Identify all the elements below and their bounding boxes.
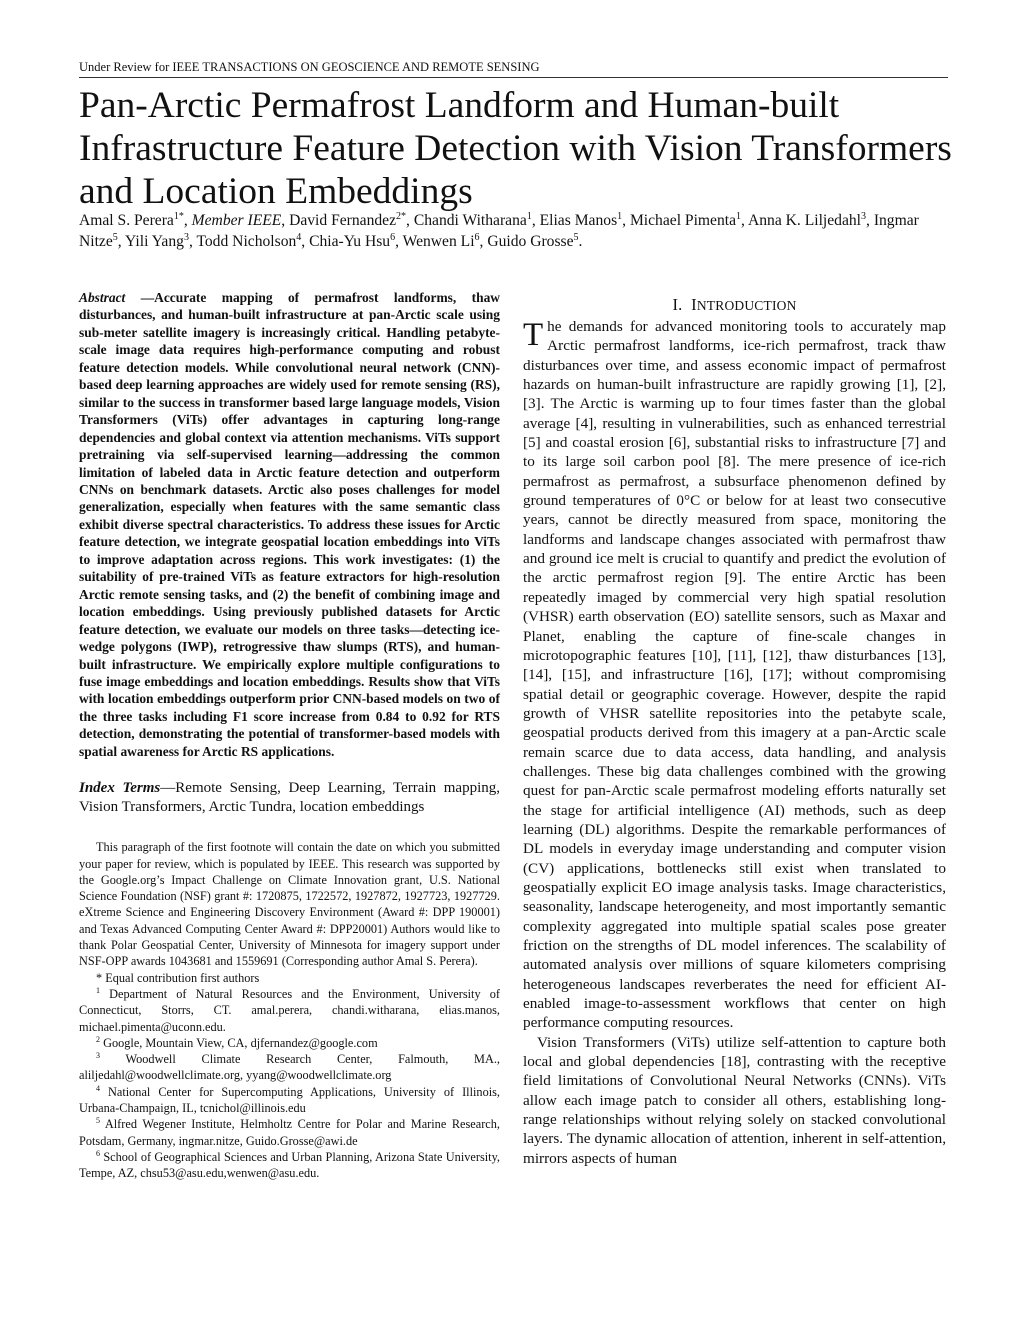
intro-paragraph-1: [523, 317, 946, 1033]
author-affiliation-mark: 1: [617, 210, 623, 222]
affiliation-number: 6: [96, 1148, 100, 1158]
affiliation-number: 4: [96, 1083, 100, 1093]
affiliation-text: Woodwell Climate Research Center, Falmouth, MA., aliljedahl@woodwellclimate.org, yyang@woodwellclimate.org: [79, 1052, 500, 1083]
affiliation-number: 5: [96, 1116, 100, 1126]
affiliation-text: Google, Mountain View, CA, djfernandez@google.com: [100, 1035, 378, 1050]
author-name: Chia-Yu Hsu: [309, 233, 391, 250]
footnote-equal-contribution: * Equal contribution first authors: [96, 970, 260, 985]
affiliation-footnote: [79, 1084, 500, 1117]
author: [403, 233, 480, 250]
author-name: Amal S. Perera: [79, 212, 174, 229]
affiliation-text: School of Geographical Sciences and Urban Planning, Arizona State University, Tempe, AZ, chsu53@asu.edu,wenwen@asu.edu.: [79, 1149, 500, 1181]
author: [630, 212, 741, 229]
author: [414, 212, 532, 229]
section-heading-rest: NTRODUCTION: [696, 298, 797, 313]
author-name: Wenwen Li: [402, 233, 475, 250]
right-column: [523, 295, 946, 1168]
author-affiliation-mark: 4: [296, 231, 302, 243]
author-affiliation-mark: 3: [183, 231, 189, 243]
running-head: Under Review for IEEE TRANSACTIONS ON GEOSCIENCE AND REMOTE SENSING: [79, 60, 948, 78]
author-affiliation-mark: 3: [861, 210, 867, 222]
author-affiliation-mark: 1*: [173, 210, 184, 222]
author: [196, 233, 301, 250]
author-name: Chandi Witharana: [413, 212, 527, 229]
left-column: [79, 289, 500, 1181]
author-affiliation-mark: 2*: [396, 210, 407, 222]
affiliation-text: National Center for Supercomputing Applications, University of Illinois, Urbana-Champaign, IL, tcnichol@illinois.edu: [79, 1084, 500, 1115]
affiliation-footnote: [79, 1035, 500, 1051]
abstract-label: Abstract: [79, 290, 126, 305]
author-name: Michael Pimenta: [629, 212, 737, 229]
affiliation-list: [79, 986, 500, 1182]
affiliation-text: Department of Natural Resources and the Environment, University of Connecticut, Storrs, CT. amal.perera, chandi.witharana, elias.manos, michael.pimenta@uconn.edu.: [79, 986, 500, 1034]
abstract: [79, 289, 500, 760]
author-name: David Fernandez: [289, 212, 397, 229]
author-affiliation-mark: 5: [573, 231, 579, 243]
affiliation-footnote: [79, 986, 500, 1035]
author: [487, 233, 578, 250]
author-name: Guido Grosse: [487, 233, 574, 250]
author-affiliation-mark: 1: [526, 210, 532, 222]
affiliation-number: 1: [96, 985, 100, 995]
intro-paragraph-1-text: he demands for advanced monitoring tools to accurately map Arctic permafrost landforms, ice-rich permafrost, track thaw disturbances over time, and assess economic impact of permafrost hazards on human-built infrastructure are rapidly growing [1], [2], [3]. The Arctic is warming up to four times faster than the global average [4], resulting in vulnerabilities, such as enhanced terrestrial [5] and coastal erosion [6], substantial risks to infrastructure [7] and to its large soil carbon pool [8]. The mere presence of ice-rich permafrost as permafrost, a subsurface phenomenon defined by ground temperatures of 0°C or below for at least two consecutive years, cannot be directly measured from space, monitoring the landforms and landscape changes associated with permafrost thaw and ground ice melt is crucial to quantify and predict the evolution of the arctic permafrost region [9]. The entire Arctic has been repeatedly imaged by commercial very high spatial resolution (VHSR) earth observation (EO) satellite sensors, such as Maxar and Planet, enabling the capture of fine-scale changes in microtopographic features [10], [11], [12], thaw disturbances [13], [14], [15], and infrastructure [16], [17]; without compromising spatial detail or geographic coverage. However, despite the rapid growth of VHSR satellite repositories into the petabyte scale, geospatial products derived from this imagery at a pan-Arctic scale remain scarce due to data access, data handling, and analysis challenges. These big data challenges combined with the growing quest for pan-Arctic scale permafrost modeling efforts naturally set the stage for artificial intelligence (AI) methods, such as deep learning (DL) algorithms. Despite the remarkable performances of DL models in everyday image understanding and computer vision (CV) applications, bottlenecks still exist when translated to geospatially explicit EO image analysis tasks. Image characteristics, seasonality, landscape heterogeneity, and most importantly semantic complexity aggregated into multiple spatial scales pose greater friction on the strengths of DL model inferences. The scalability of automated analysis over millions of square kilometers comprising heterogeneous landscapes reverberates the need for efficient AI-enabled image-to-assessment workflows that center on high performance computing resources.: [523, 318, 946, 1032]
drop-cap: T: [523, 317, 544, 353]
author: [748, 212, 866, 229]
index-terms-text: —Remote Sensing, Deep Learning, Terrain mapping, Vision Transformers, Arctic Tundra, location embeddings: [79, 780, 501, 816]
author-affiliation-mark: 6: [474, 231, 480, 243]
author-membership: Member IEEE: [191, 212, 282, 229]
affiliation-number: 2: [96, 1034, 100, 1044]
index-terms: [79, 779, 500, 817]
intro-paragraph-2: Vision Transformers (ViTs) utilize self-attention to capture both local and global dependencies [18], contrasting with the receptive field limitations of Convolutional Neural Networks (CNNs). ViTs allow each image patch to consider all others, establishing long-range relationships without relying solely on stacked convolutional layers. The dynamic allocation of attention, inherent in self-attention, mirrors aspects of human: [523, 1033, 946, 1167]
author-name: Elias Manos: [539, 212, 618, 229]
author-affiliation-mark: 5: [112, 231, 118, 243]
footnotes: [79, 839, 500, 1181]
author-name: Yili Yang: [125, 233, 184, 250]
section-number: I.: [672, 295, 683, 314]
section-heading-first: I: [691, 295, 697, 314]
author-name: Todd Nicholson: [196, 233, 297, 250]
footnote-main: This paragraph of the first footnote will contain the date on which you submitted your paper for review, which is populated by IEEE. This research was supported by the Google.org’s Impact Challenge on Climate Innovation grant, U.S. National Science Foundation (NSF) grant #: 1720875, 1722572, 1927872, 1927723, 1927729. eXtreme Science and Engineering Discovery Environment (Award #: DPP 190001) and Texas Advanced Computing Center Award #: DPP20001) Authors would like to thank Polar Geospatial Center, University of Minnesota for imagery support under NSF-OPP awards 1043681 and 1559691 (Corresponding author Amal S. Perera).: [79, 840, 500, 969]
paper-title: Pan-Arctic Permafrost Landform and Human-built Infrastructure Feature Detection with Vision Transformers and Location Embeddings: [79, 85, 952, 212]
abstract-text: —Accurate mapping of permafrost landforms, thaw disturbances, and human-built infrastructure at pan-Arctic scale using sub-meter satellite imagery is increasingly critical. Handling petabyte-scale image data requires high-performance computing and robust feature detection models. While convolutional neural network (CNN)-based deep learning approaches are widely used for remote sensing (RS), similar to the success in transformer based large language models, Vision Transformers (ViTs) offer advantages in capturing long-range dependencies and global context via attention mechanisms. ViTs support pretraining via self-supervised learning—addressing the common limitation of labeled data in Arctic feature detection and outperform CNNs on benchmark datasets. Arctic also poses challenges for model generalization, especially when features with the same semantic class exhibit diverse spectral characteristics. To address these issues for Arctic feature detection, we integrate geospatial location embeddings into ViTs to improve adaptation across regions. This work investigates: (1) the suitability of pre-trained ViTs as feature extractors for high-resolution Arctic remote sensing tasks, and (2) the benefit of combining image and location embeddings. Using previously published datasets for Arctic feature detection, we evaluate our models on three tasks—detecting ice-wedge polygons (IWP), retrogressive thaw slumps (RTS), and human-built infrastructure. We empirically explore multiple configurations to fuse image embeddings and location embeddings. Results show that ViTs with location embeddings outperform prior CNN-based models on two of the three tasks including F1 score increase from 0.84 to 0.92 for RTS detection, demonstrating the potential of transformer-based models with spatial awareness for Arctic RS applications.: [79, 290, 500, 759]
author: [125, 233, 189, 250]
author: Amal S. Perera$^{1*}$, Member IEEE: [79, 210, 282, 229]
affiliation-footnote: [79, 1116, 500, 1149]
author: [289, 212, 406, 229]
affiliation-number: 3: [96, 1051, 100, 1060]
author: [309, 233, 395, 250]
author-affiliation-mark: 6: [390, 231, 396, 243]
author: [540, 212, 623, 229]
author-name: Anna K. Liljedahl: [747, 212, 862, 229]
index-terms-label: Index Terms: [79, 780, 161, 797]
author-affiliation-mark: 1: [736, 210, 742, 222]
affiliation-footnote: [79, 1149, 500, 1182]
section-heading-introduction: [523, 295, 946, 315]
author-list: Amal S. Perera$^{1*}$, Member IEEE, David Fernandez$^{2*}$, Chandi Witharana$^1$, Elias Manos$^1$, Michael Pimenta$^1$, Anna K. Liljedahl$^3$, Ingmar Nitze$^5$, Yili Yang$^3$, Todd Nicholson$^4$, Chia-Yu Hsu$^6$, Wenwen Li$^6$, Guido Grosse$^5$.: [79, 210, 919, 250]
author-name: Ingmar Nitze: [79, 212, 919, 250]
affiliation-footnote: [79, 1051, 500, 1084]
affiliation-text: Alfred Wegener Institute, Helmholtz Centre for Polar and Marine Research, Potsdam, Germany, ingmar.nitze, Guido.Grosse@awi.de: [79, 1117, 500, 1148]
